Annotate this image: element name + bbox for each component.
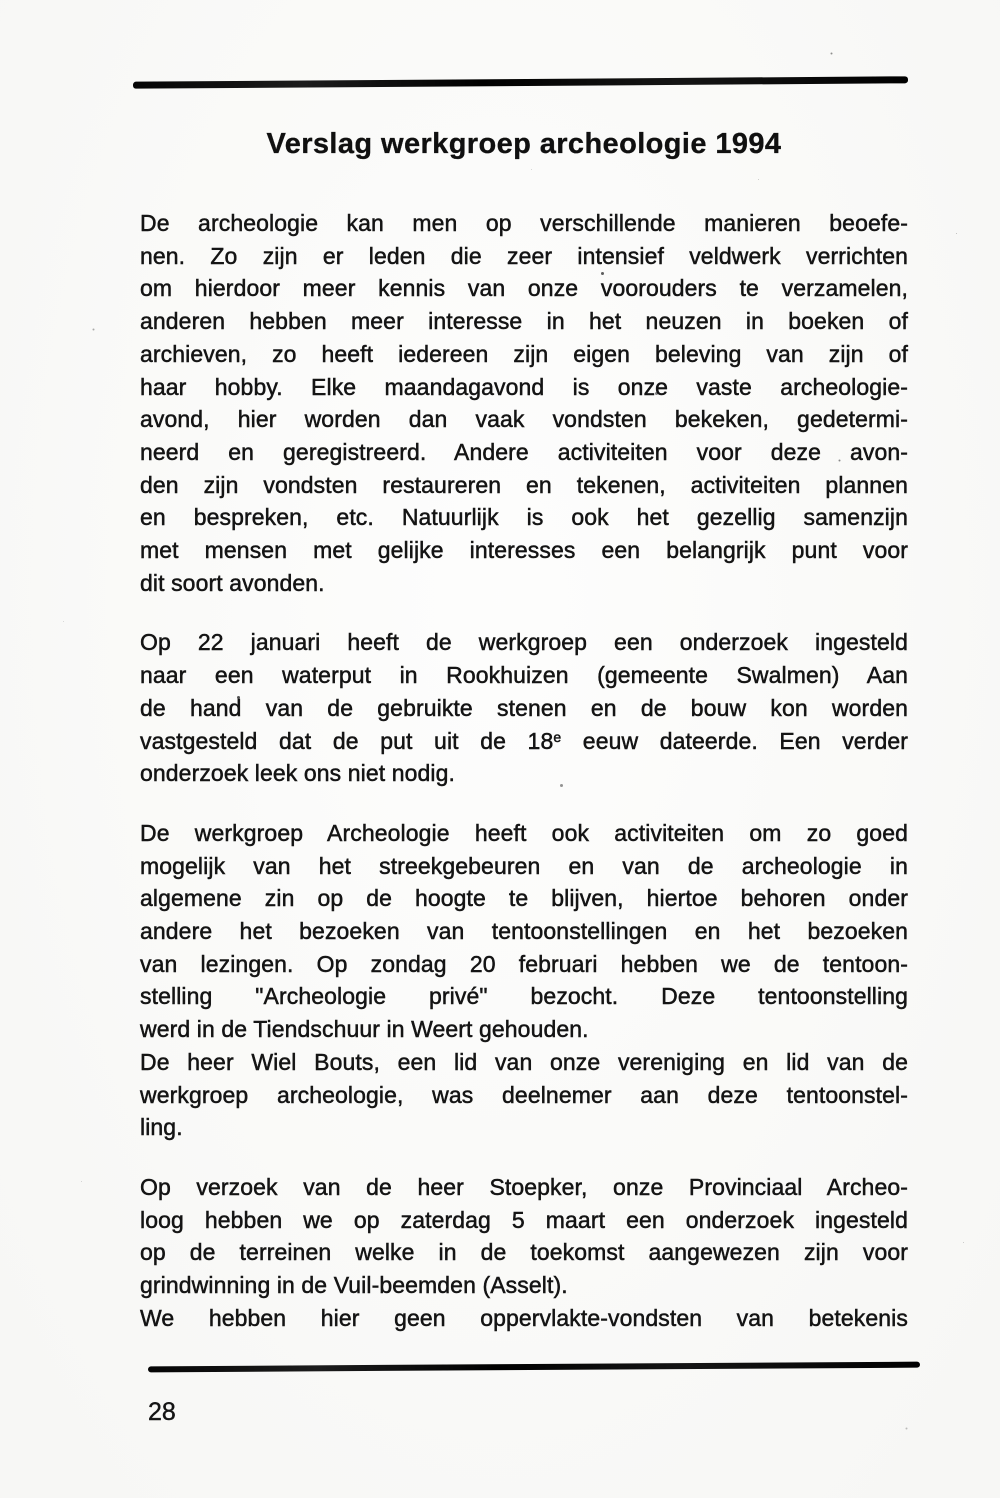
text-line: andere het bezoeken van tentoonstellingen en het bezoeken <box>140 918 908 945</box>
text-line: op de terreinen welke in de toekomst aangewezen zijn voor <box>140 1239 908 1266</box>
text-line: De archeologie kan men op verschillende manieren beoefe- <box>140 210 908 236</box>
page-number: 28 <box>148 1398 176 1426</box>
text-line: Op 22 januari heeft de werkgroep een onderzoek ingesteld <box>140 629 908 656</box>
text-line: mogelijk van het streekgebeuren en van de archeologie in <box>140 852 908 879</box>
text-line: met mensen met gelijke interesses een belangrijk punt voor <box>140 537 908 564</box>
text-line: nen. Zo zijn er leden die zeer intensief veldwerk verrichten <box>140 242 908 269</box>
text-line: Op verzoek van de heer Stoepker, onze Provinciaal Archeo- <box>140 1173 908 1200</box>
text-line: dit soort avonden. <box>140 569 325 596</box>
text-line: van lezingen. Op zondag 20 februari hebben we de tentoon- <box>140 950 908 977</box>
text-line <box>140 725 908 758</box>
paragraph <box>140 207 908 599</box>
text-line: loog hebben we op zaterdag 5 maart een onderzoek ingesteld <box>140 1206 908 1233</box>
text-line: de hand van de gebruikte stenen en de bouw kon worden <box>140 694 908 721</box>
superscript: e <box>553 728 562 745</box>
text-line: stelling "Archeologie privé" bezocht. Deze tentoonstelling <box>140 983 908 1010</box>
page-title: Verslag werkgroep archeologie 1994 <box>266 128 782 161</box>
bottom-rule <box>148 1362 920 1373</box>
text-line: onderzoek leek ons niet nodig. <box>140 760 455 787</box>
text-column <box>140 207 908 1335</box>
text-line: We hebben hier geen oppervlakte-vondsten van betekenis <box>140 1304 908 1331</box>
text-segment: vastgesteld dat de put uit de 18 <box>140 727 554 754</box>
text-line: neerd en geregistreerd. Andere activiteiten voor deze avon- <box>140 438 908 465</box>
text-line: ling. <box>140 1114 183 1141</box>
text-line: anderen hebben meer interesse in het neuzen in boeken of <box>140 308 908 335</box>
paragraph <box>140 626 908 790</box>
text-line: naar een waterput in Rookhuizen (gemeente Swalmen) Aan <box>140 662 908 689</box>
text-line: De heer Wiel Bouts, een lid van onze vereniging en lid van de <box>140 1048 908 1075</box>
text-line: om hierdoor meer kennis van onze voorouders te verzamelen, <box>140 275 908 302</box>
text-line: werkgroep archeologie, was deelnemer aan deze tentoonstel- <box>140 1081 908 1108</box>
text-line: en bespreken, etc. Natuurlijk is ook het gezellig samenzijn <box>140 504 908 531</box>
text-line: haar hobby. Elke maandagavond is onze vaste archeologie- <box>140 373 908 400</box>
text-line: archieven, zo heeft iedereen zijn eigen beleving van zijn of <box>140 340 908 367</box>
text-line: De werkgroep Archeologie heeft ook activiteiten om zo goed <box>140 819 908 846</box>
text-line: avond, hier worden dan vaak vondsten bekeken, gedetermi- <box>140 406 908 433</box>
scan-speckles <box>0 0 3 3</box>
text-line: grindwinning in de Vuil-beemden (Asselt). <box>140 1272 568 1299</box>
text-line: den zijn vondsten restaureren en tekenen, activiteiten plannen <box>140 471 908 498</box>
text-segment: eeuw dateerde. Een verder <box>561 727 908 754</box>
text-line: werd in de Tiendschuur in Weert gehouden. <box>140 1016 589 1043</box>
paragraph <box>140 1171 908 1335</box>
top-rule <box>133 76 908 88</box>
text-line: algemene zin op de hoogte te blijven, hiertoe behoren onder <box>140 885 908 912</box>
paragraph <box>140 817 908 1144</box>
